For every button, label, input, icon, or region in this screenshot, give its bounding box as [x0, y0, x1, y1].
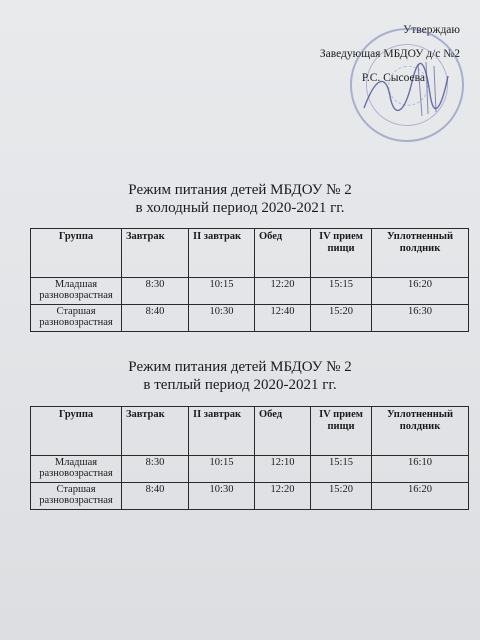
group-cell: Старшая разновозрастная — [31, 483, 122, 510]
header-lunch: Обед — [255, 407, 311, 456]
time-cell: 15:20 — [311, 305, 372, 332]
table-row — [31, 483, 469, 510]
header-breakfast: Завтрак — [122, 229, 189, 278]
time-cell: 16:20 — [372, 483, 469, 510]
time-cell: 12:20 — [255, 483, 311, 510]
header-second-breakfast: II завтрак — [189, 229, 255, 278]
time-cell: 10:15 — [189, 456, 255, 483]
group-cell: Младшая разновозрастная — [31, 278, 122, 305]
cold-header-row — [31, 229, 469, 278]
table-row — [31, 278, 469, 305]
cold-schedule-table — [30, 228, 469, 332]
table-row — [31, 456, 469, 483]
time-cell: 15:15 — [311, 456, 372, 483]
cold-title-line1: Режим питания детей МБДОУ № 2 — [128, 182, 352, 198]
header-group: Группа — [31, 407, 122, 456]
header-snack: Уплотненный полдник — [372, 229, 469, 278]
warm-schedule-table — [30, 406, 469, 510]
time-cell: 8:30 — [122, 278, 189, 305]
warm-title — [0, 358, 480, 394]
time-cell: 12:40 — [255, 305, 311, 332]
signature — [356, 56, 452, 126]
header-second-breakfast: II завтрак — [189, 407, 255, 456]
warm-header-row — [31, 407, 469, 456]
time-cell: 8:30 — [122, 456, 189, 483]
time-cell: 8:40 — [122, 305, 189, 332]
header-lunch: Обед — [255, 229, 311, 278]
table-row — [31, 305, 469, 332]
cold-title-line2: в холодный период 2020-2021 гг. — [135, 200, 345, 216]
time-cell: 12:20 — [255, 278, 311, 305]
header-group: Группа — [31, 229, 122, 278]
group-cell: Младшая разновозрастная — [31, 456, 122, 483]
time-cell: 15:20 — [311, 483, 372, 510]
header-fourth-meal: IV прием пищи — [311, 229, 372, 278]
warm-title-line1: Режим питания детей МБДОУ № 2 — [128, 359, 352, 375]
time-cell: 16:30 — [372, 305, 469, 332]
time-cell: 10:30 — [189, 305, 255, 332]
header-snack: Уплотненный полдник — [372, 407, 469, 456]
approval-position: Заведующая МБДОУ д/с №2 — [319, 48, 460, 60]
time-cell: 12:10 — [255, 456, 311, 483]
header-fourth-meal: IV прием пищи — [311, 407, 372, 456]
warm-title-line2: в теплый период 2020-2021 гг. — [143, 377, 337, 393]
approval-name: Р.С. Сысоева — [361, 72, 425, 84]
header-breakfast: Завтрак — [122, 407, 189, 456]
group-cell: Старшая разновозрастная — [31, 305, 122, 332]
time-cell: 16:20 — [372, 278, 469, 305]
time-cell: 8:40 — [122, 483, 189, 510]
time-cell: 15:15 — [311, 278, 372, 305]
time-cell: 10:15 — [189, 278, 255, 305]
approval-title: Утверждаю — [403, 24, 460, 36]
time-cell: 16:10 — [372, 456, 469, 483]
cold-title — [0, 181, 480, 217]
time-cell: 10:30 — [189, 483, 255, 510]
